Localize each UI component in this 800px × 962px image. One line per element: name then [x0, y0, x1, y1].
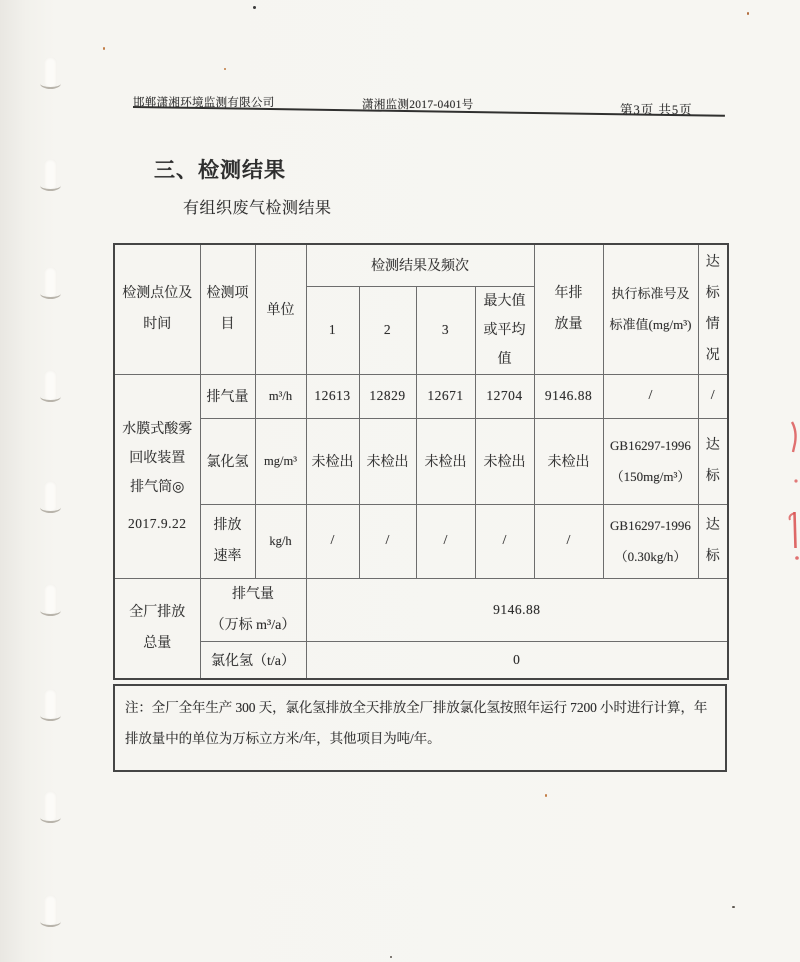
cell-value: 12829: [359, 374, 416, 418]
text-line: 回收装置: [129, 450, 186, 466]
cell-value: 12613: [306, 374, 359, 418]
binder-hole-shadow: [40, 78, 61, 89]
text-line: 目: [220, 317, 235, 333]
binder-hole-shadow: [40, 288, 61, 299]
cell-annual: 9146.88: [534, 374, 603, 418]
cell-unit: kg/h: [255, 504, 306, 578]
text-line: 速率: [213, 549, 242, 564]
header-cell-freq-1: 1: [306, 286, 359, 374]
text-line: 况: [705, 348, 720, 364]
text-line: 达: [705, 255, 720, 271]
text-line: 值: [497, 351, 512, 367]
text-line: GB16297-1996: [610, 438, 691, 453]
site-cell: [114, 374, 200, 578]
text-line: 排气量: [232, 586, 274, 602]
header-cell-results-group: 检测结果及频次: [306, 244, 534, 286]
cell-value: 未检出: [475, 418, 534, 504]
cell-compliance: [698, 418, 728, 504]
cell-annual: 未检出: [534, 418, 603, 504]
totals-value-cell: 9146.88: [306, 578, 728, 641]
scan-speck: [224, 68, 226, 70]
text-line: GB16297-1996: [610, 518, 691, 533]
cell-compliance: [698, 504, 728, 578]
page-number: 第3页 共5页: [620, 103, 693, 117]
cell-annual: /: [534, 504, 603, 578]
cell-item: [200, 504, 255, 578]
text-line: （150mg/m³）: [610, 469, 691, 484]
text-line: 最大值: [483, 293, 526, 309]
text-line: 全厂排放: [129, 605, 186, 621]
company-name: 邯郸潇湘环境监测有限公司: [133, 97, 275, 109]
scan-speck: [253, 6, 256, 9]
section-subtitle: 有组织废气检测结果: [183, 200, 332, 217]
cell-value: 未检出: [416, 418, 475, 504]
red-ink-marks: [779, 412, 800, 572]
cell-item: 排气量: [200, 374, 255, 418]
header-cell-max: [475, 286, 534, 374]
text-line: 达: [705, 518, 720, 533]
header-cell-standard: [603, 244, 698, 374]
header-cell-unit: 单位: [255, 244, 306, 374]
cell-value: 12671: [416, 374, 475, 418]
cell-value: /: [475, 504, 534, 578]
binder-hole-shadow: [40, 916, 61, 927]
text-line: 标: [705, 469, 720, 484]
text-line: 总量: [143, 636, 172, 652]
note-box: [113, 684, 727, 772]
cell-standard: /: [603, 374, 698, 418]
text-line: 标: [705, 286, 720, 302]
note-line-2: 排放量中的单位为万标立方米/年，其他项目为吨/年。: [125, 731, 441, 746]
text-line: 检测项: [206, 286, 249, 302]
text-line: 放量: [554, 317, 583, 333]
binder-hole-shadow: [40, 391, 61, 402]
cell-value: 未检出: [306, 418, 359, 504]
header-cell-compliance: [698, 244, 728, 374]
text-line: 情: [705, 317, 720, 333]
cell-value: /: [416, 504, 475, 578]
binder-hole-shadow: [40, 710, 61, 721]
text-line: 排气筒◎: [130, 479, 185, 495]
cell-unit: m³/h: [255, 374, 306, 418]
scan-speck: [390, 956, 392, 958]
text-line: 标准值(mg/m³): [609, 317, 692, 333]
binder-hole-shadow: [40, 812, 61, 823]
totals-label-cell: [114, 578, 200, 679]
binder-hole-shadow: [40, 180, 61, 191]
text-line: 水膜式酸雾: [122, 421, 193, 437]
header-cell-freq-3: 3: [416, 286, 475, 374]
text-line: 时间: [143, 317, 172, 333]
text-line: 达: [705, 438, 720, 453]
results-table: [113, 243, 729, 680]
note-line-1: 注：全厂全年生产 300 天，氯化氢排放全天排放全厂排放氯化氢按照年运行 7200 小时进行计算，年: [125, 700, 708, 715]
scan-speck: [732, 906, 735, 908]
header-cell-item: [200, 244, 255, 374]
text-line: （万标 m³/a）: [210, 617, 296, 633]
header-cell-annual: [534, 244, 603, 374]
text-line: 执行标准号及: [611, 286, 690, 302]
scan-speck: [103, 47, 105, 50]
cell-unit: mg/m³: [255, 418, 306, 504]
scan-speck: [747, 12, 749, 15]
cell-standard: [603, 418, 698, 504]
totals-item-cell: [200, 578, 306, 641]
scan-speck: [545, 794, 547, 797]
binder-hole-shadow: [40, 502, 61, 513]
cell-value: 未检出: [359, 418, 416, 504]
cell-standard: [603, 504, 698, 578]
text-line: （0.30kg/h）: [614, 549, 687, 564]
totals-value-cell: 0: [306, 641, 728, 679]
cell-value: 12704: [475, 374, 534, 418]
totals-item-cell: 氯化氢（t/a）: [200, 641, 306, 679]
text-line: 或平均: [483, 322, 526, 338]
text-line: 检测点位及: [122, 286, 193, 302]
cell-value: /: [306, 504, 359, 578]
text-line: 排放: [213, 518, 242, 533]
text-line: 年排: [554, 286, 583, 302]
cell-compliance: /: [698, 374, 728, 418]
cell-item: 氯化氢: [200, 418, 255, 504]
header-cell-freq-2: 2: [359, 286, 416, 374]
binder-hole-shadow: [40, 605, 61, 616]
site-date: 2017.9.22: [128, 515, 187, 531]
section-title: 三、检测结果: [154, 158, 286, 182]
text-line: 标: [705, 549, 720, 564]
cell-value: /: [359, 504, 416, 578]
document-number: 潇湘监测2017-0401号: [362, 99, 474, 111]
header-cell-point: [114, 244, 200, 374]
